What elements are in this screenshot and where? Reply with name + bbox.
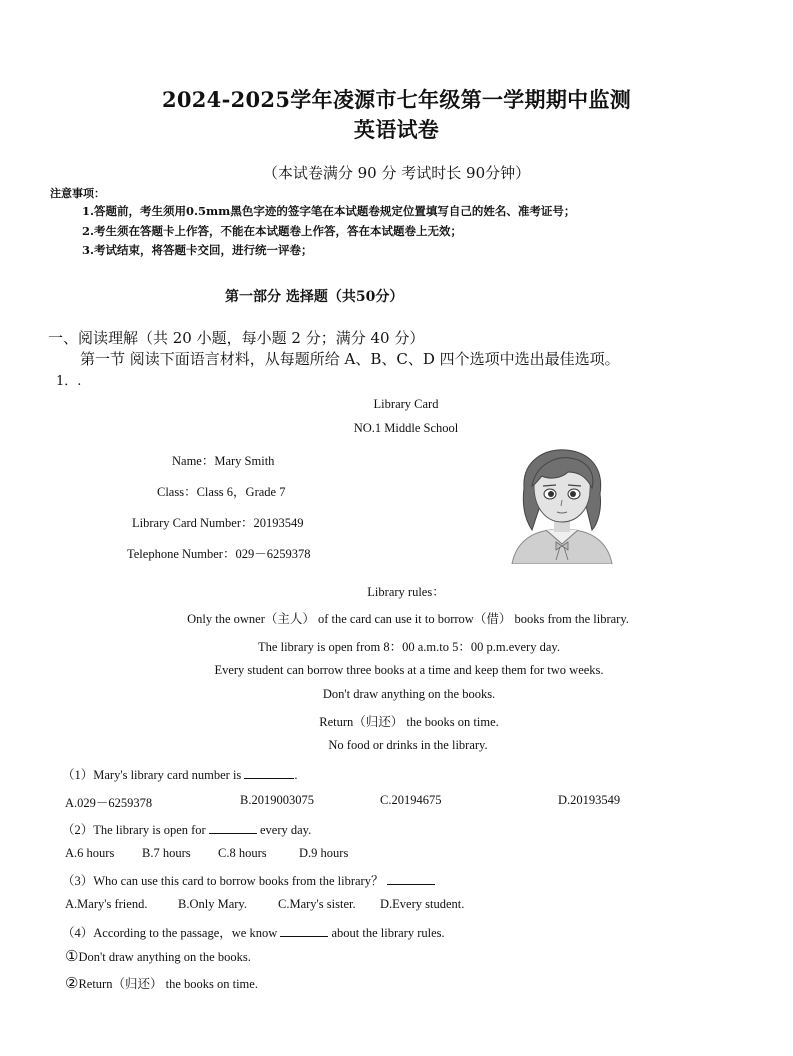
question-3-blank [387,872,435,885]
rule-2: The library is open from 8：00 a.m.to 5：00 p.m.every day. [258,640,560,654]
notice-item-2: 2.考生须在答题卡上作答，不能在本试题卷上作答，答在本试题卷上无效； [82,224,463,238]
notice-heading: 注意事项： [50,187,105,200]
question-3-stem [62,871,435,889]
question-1-stem [62,765,298,783]
question-2-option-a: A.6 hours [65,846,115,860]
rule-1: Only the owner（主人） of the card can use it to borrow（借） books from the library. [187,612,629,626]
question-number: 1．. [56,374,82,389]
section1-heading: 一、阅读理解（共 20 小题，每小题 2 分；满分 40 分） [48,329,425,347]
question-2-blank [209,821,257,834]
question-1-stem-end: . [294,768,298,782]
exam-subtitle: （本试卷满分 90 分 考试时长 90分钟） [262,164,531,182]
notice-item-3: 3.考试结束，将答题卡交回，进行统一评卷； [82,243,313,257]
card-class: Class：Class 6，Grade 7 [157,485,286,499]
part1-title: 第一部分 选择题（共50分） [225,289,404,305]
card-title: Library Card [373,397,439,411]
question-3-option-a: A.Mary's friend. [65,897,148,911]
question-4-statement-2 [65,974,258,993]
rule-3: Every student can borrow three books at a time and keep them for two weeks. [214,663,604,677]
question-4-stem-end: about the library rules. [328,926,445,940]
notice-item-1: 1.答题前，考生须用0.5mm黑色字迹的签字笔在本试题卷规定位置填写自己的姓名、准考证号； [82,204,576,218]
rule-6: No food or drinks in the library. [328,738,488,752]
question-1-option-c: C.20194675 [380,793,442,807]
card-school: NO.1 Middle School [353,421,459,435]
question-1-option-b: B.2019003075 [240,793,314,807]
statement-1-text: Don't draw anything on the books. [78,950,251,964]
question-1-blank [244,766,294,779]
card-number: Library Card Number：20193549 [132,516,304,530]
card-name: Name：Mary Smith [172,454,275,468]
statement-2-text: Return（归还） the books on time. [78,977,258,991]
question-2-option-d: D.9 hours [299,846,349,860]
question-4-statement-1 [65,947,251,966]
question-4-blank [280,924,328,937]
question-3-option-b: B.Only Mary. [178,897,247,911]
rules-title: Library rules： [367,585,445,599]
question-2-stem [62,820,311,838]
card-telephone: Telephone Number：029－6259378 [127,547,311,561]
question-1-option-d: D.20193549 [558,793,621,807]
question-2-stem-text: （2）The library is open for [62,823,209,837]
statement-2-marker: ② [65,976,79,992]
question-4-stem-text: （4）According to the passage，we know [62,926,281,940]
question-4-stem [62,923,445,941]
question-2-option-b: B.7 hours [142,846,191,860]
rule-5: Return（归还） the books on time. [319,715,499,729]
student-portrait-image [506,446,618,564]
rule-4: Don't draw anything on the books. [322,687,496,701]
question-3-stem-text: （3）Who can use this card to borrow books from the library？ [62,874,387,888]
exam-title-line1: 2024-2025学年凌源市七年级第一学期期中监测 [161,87,632,112]
exam-title-line2: 英语试卷 [353,117,440,142]
section1-instruction: 第一节 阅读下面语言材料，从每题所给 A、B、C、D 四个选项中选出最佳选项。 [80,350,620,368]
question-3-option-d: D.Every student. [380,897,465,911]
question-2-stem-end: every day. [256,823,312,837]
question-1-option-a: A.029－6259378 [65,796,153,810]
question-1-stem-text: （1）Mary's library card number is [62,768,245,782]
statement-1-marker: ① [65,949,79,965]
question-3-option-c: C.Mary's sister. [278,897,356,911]
question-2-option-c: C.8 hours [218,846,267,860]
